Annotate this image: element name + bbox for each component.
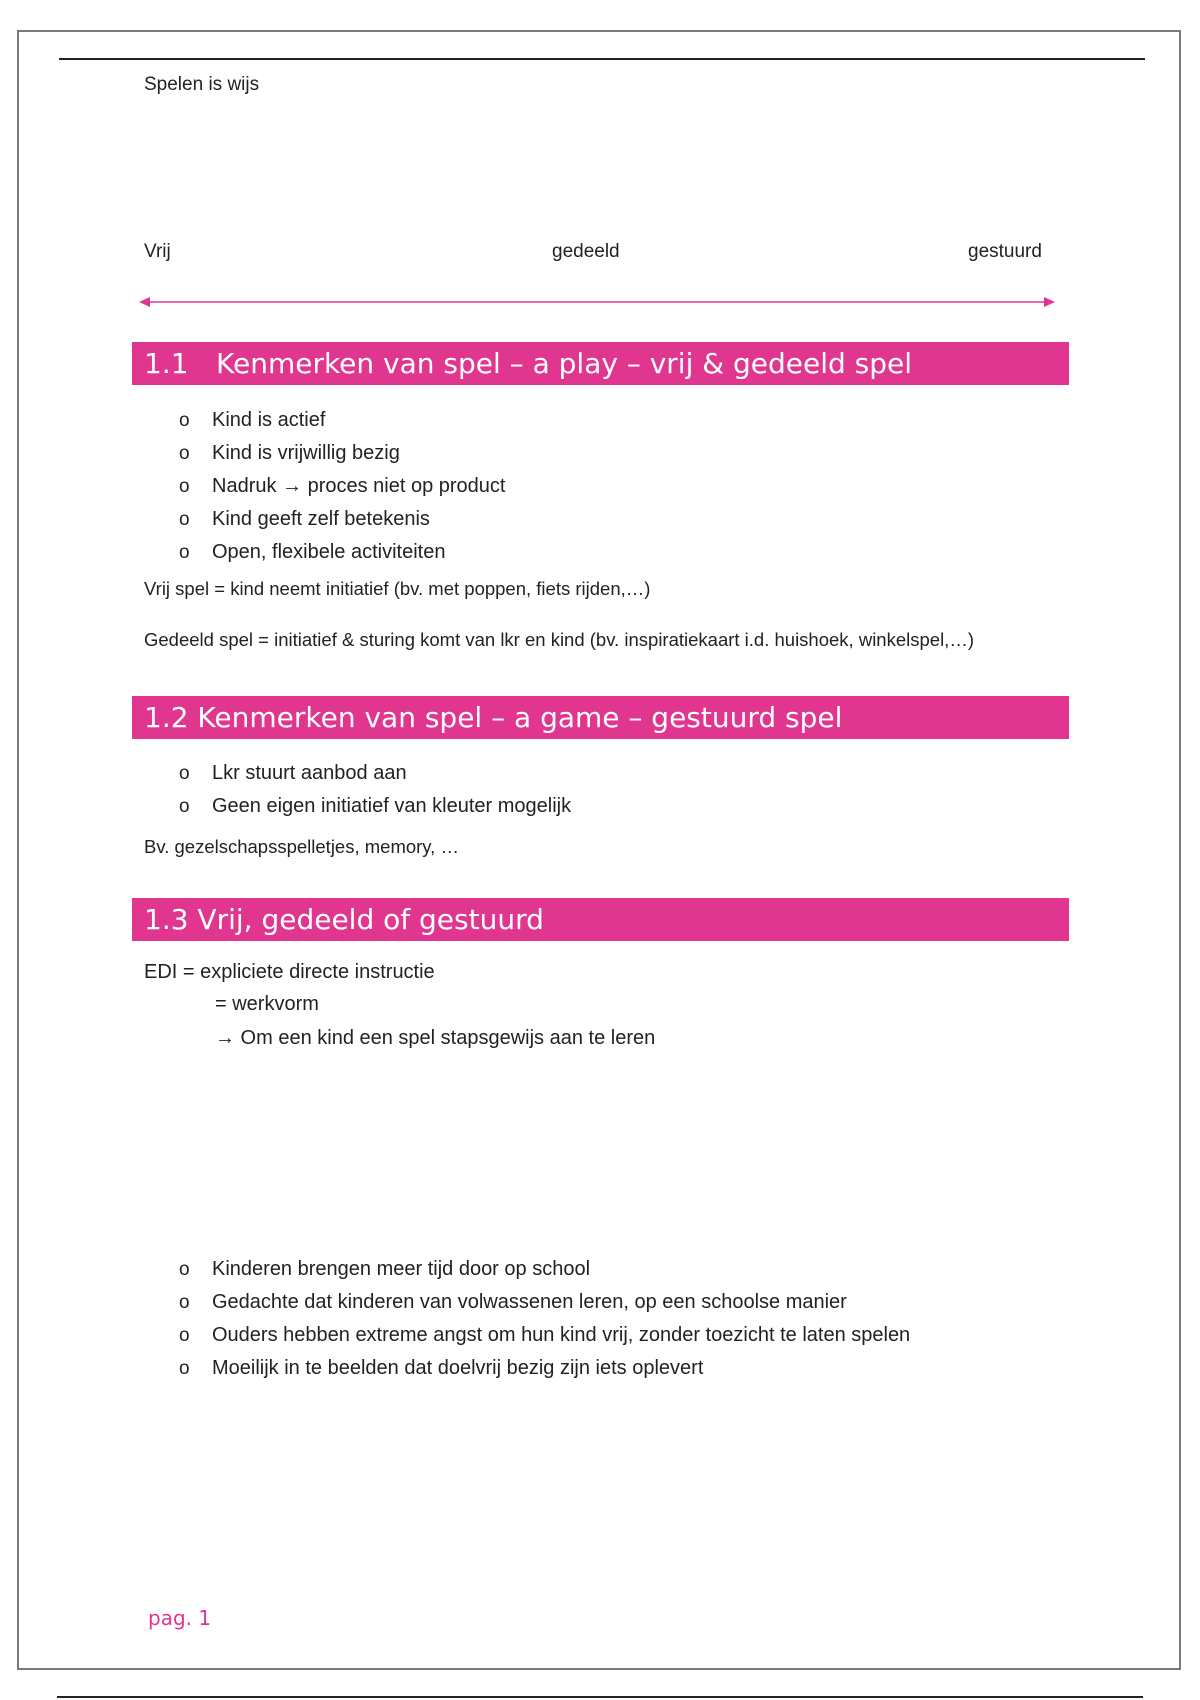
list-item: o Kind is vrijwillig bezig — [179, 442, 400, 464]
list-item: o Kind is actief — [179, 409, 326, 431]
list-item: o Nadruk → proces niet op product — [179, 475, 506, 497]
list-item: o Lkr stuurt aanbod aan — [179, 762, 407, 784]
double-arrow-icon — [139, 294, 1059, 310]
list-item: o Kinderen brengen meer tijd door op school — [179, 1258, 591, 1280]
heading-title: Kenmerken van spel – a play – vrij & gedeeld spel — [216, 347, 913, 380]
list-item: o Geen eigen initiatief van kleuter mogelijk — [179, 795, 572, 817]
edi-purpose: → Om een kind een spel stapsgewijs aan te leren — [215, 1027, 656, 1049]
paragraph-gedeeld-spel: Gedeeld spel = initiatief & sturing komt van lkr en kind (bv. inspiratiekaart i.d. huishoek, winkelspel,…) — [144, 629, 974, 650]
list-item: o Moeilijk in te beelden dat doelvrij bezig zijn iets oplevert — [179, 1357, 704, 1379]
header-title: Spelen is wijs — [144, 74, 260, 95]
heading-section-1-2: 1.2 Kenmerken van spel – a game – gestuurd spel — [132, 696, 1069, 739]
header-rule — [59, 58, 1145, 60]
heading-section-1-3: 1.3 Vrij, gedeeld of gestuurd — [132, 898, 1069, 941]
page-number: pag. 1 — [148, 1606, 212, 1630]
paragraph-vrij-spel: Vrij spel = kind neemt initiatief (bv. met poppen, fiets rijden,…) — [144, 578, 651, 599]
paragraph-examples: Bv. gezelschapsspelletjes, memory, … — [144, 836, 459, 857]
scale-label-right: gestuurd — [968, 241, 1042, 262]
list-item: o Gedachte dat kinderen van volwassenen leren, op een schoolse manier — [179, 1291, 847, 1313]
heading-number: 1.1 — [144, 347, 189, 380]
bullet-list-section-1-3 — [179, 1253, 910, 1385]
bullet-list-section-1-2 — [179, 757, 571, 823]
footer-rule — [57, 1696, 1143, 1698]
edi-definition: EDI = expliciete directe instructie — [144, 961, 435, 983]
bullet-list-section-1-1 — [179, 404, 506, 569]
list-item: o Kind geeft zelf betekenis — [179, 508, 430, 530]
heading-section-1-1 — [132, 342, 1069, 385]
document-page — [17, 30, 1181, 1670]
list-item: o Open, flexibele activiteiten — [179, 541, 446, 563]
scale-label-left: Vrij — [144, 241, 171, 262]
list-item: o Ouders hebben extreme angst om hun kind vrij, zonder toezicht te laten spelen — [179, 1324, 911, 1346]
edi-werkvorm: = werkvorm — [215, 993, 319, 1015]
scale-label-middle: gedeeld — [552, 241, 620, 262]
